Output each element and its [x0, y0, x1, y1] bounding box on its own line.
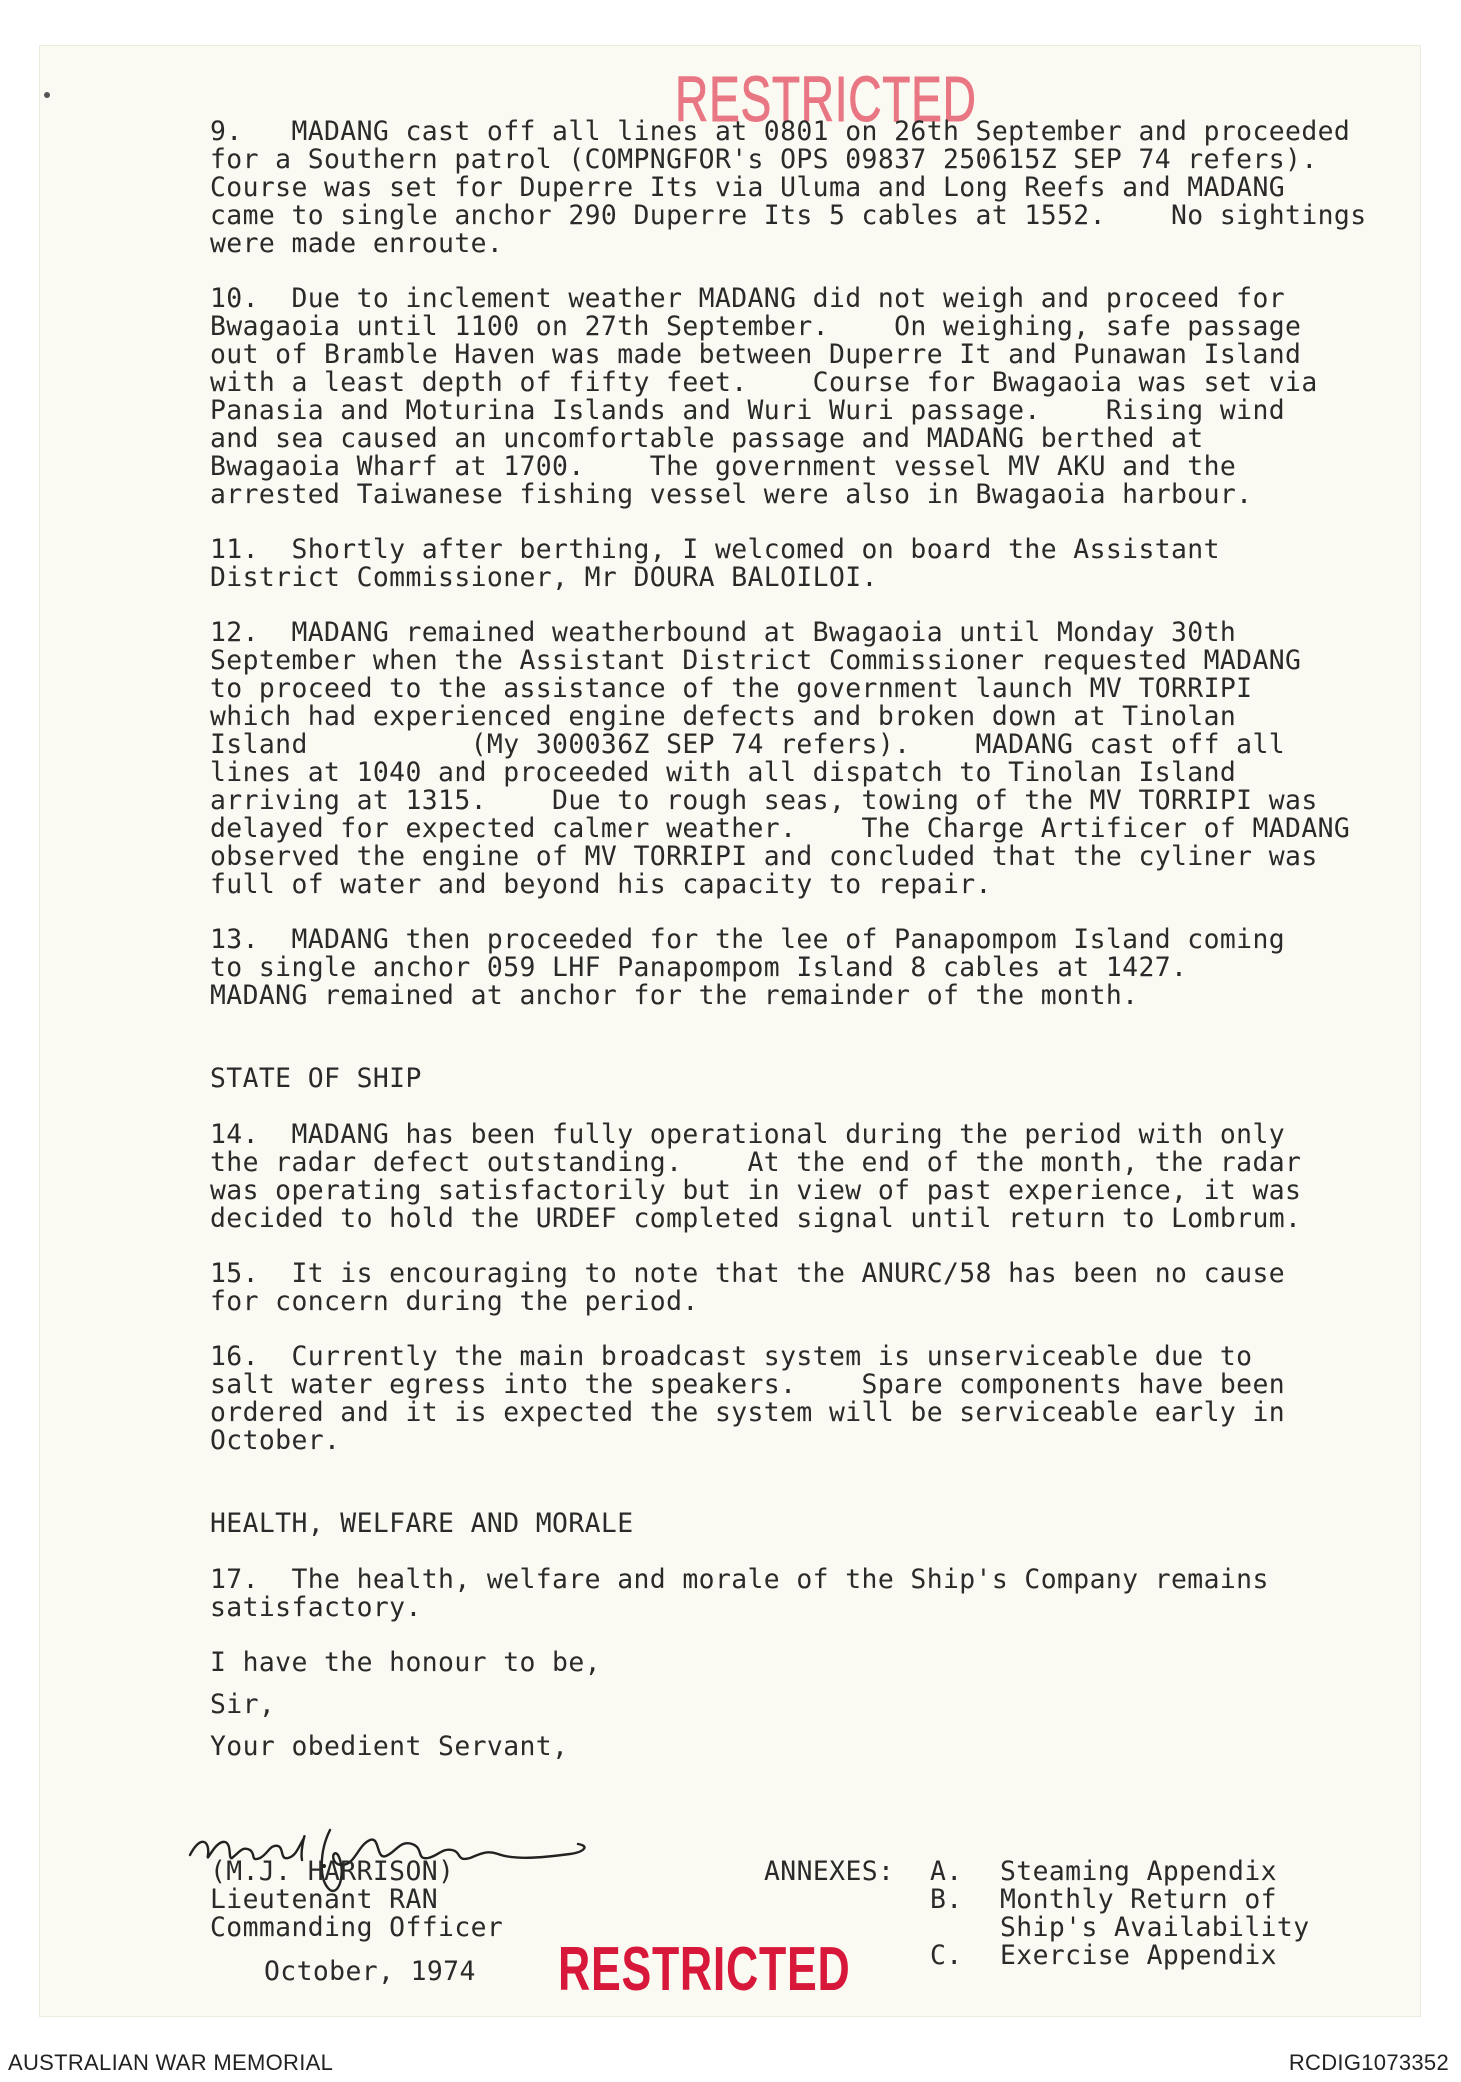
paragraph-9: 9. MADANG cast off all lines at 0801 on 26th September and proceeded for a Southern patrol (COMPNGFOR's OPS 09837 250615Z SEP 74 refers). Course was set for Duperre Its via Uluma and Long Reefs and MADANG came to single anchor 290 Duperre Its 5 cables at 1552. No sightings were made enroute.: [210, 116, 1367, 259]
signatory-name: (M.J. HARRISON): [210, 1856, 455, 1887]
paragraph-11: 11. Shortly after berthing, I welcomed on board the Assistant District Commissioner, Mr DOURA BALOILOI.: [210, 534, 1220, 593]
annex-letter: [930, 1914, 1000, 1942]
annex-letter: B.: [930, 1884, 963, 1915]
closing-servant: Your obedient Servant,: [210, 1731, 569, 1762]
annex-text: Steaming Appendix: [1000, 1856, 1277, 1887]
health-heading: HEALTH, WELFARE AND MORALE: [210, 1508, 634, 1539]
restricted-stamp-top: RESTRICTED: [675, 63, 977, 135]
letter-body: [210, 118, 1410, 1775]
annex-item: [930, 1914, 1309, 1942]
state-of-ship-heading: STATE OF SHIP: [210, 1063, 422, 1094]
signature-block: [210, 1858, 503, 1942]
paragraph-16: 16. Currently the main broadcast system is unserviceable due to salt water egress into the speakers. Spare components have been ordered and it is expected the system will be serviceable early in October.: [210, 1341, 1286, 1456]
paragraph-14: 14. MADANG has been fully operational during the period with only the radar defect outstanding. At the end of the month, the radar was operating satisfactorily but in view of past experience, it was decided to hold the URDEF completed signal until return to Lombrum.: [210, 1119, 1302, 1234]
annexes-list: [930, 1858, 1309, 1970]
paragraph-10: 10. Due to inclement weather MADANG did not weigh and proceed for Bwagaoia until 1100 on 27th September. On weighing, safe passage out of Bramble Haven was made between Duperre It and Punawan Island with a least depth of fifty feet. Course for Bwagaoia was set via Panasia and Moturina Islands and Wuri Wuri passage. Rising wind and sea caused an uncomfortable passage and MADANG berthed at Bwagaoia Wharf at 1700. The government vessel MV AKU and the arrested Taiwanese fishing vessel were also in Bwagaoia harbour.: [210, 283, 1318, 510]
restricted-stamp-bottom: RESTRICTED: [558, 1935, 851, 2004]
closing-sir: Sir,: [210, 1689, 276, 1720]
paragraph-12: 12. MADANG remained weatherbound at Bwagaoia until Monday 30th September when the Assistant District Commissioner requested MADANG to proceed to the assistance of the government launch MV TORRIPI which had experienced engine defects and broken down at Tinolan Island (My 300036Z SEP 74 refers). MADANG cast off all lines at 1040 and proceeded with all dispatch to Tinolan Island arriving at 1315. Due to rough seas, towing of the MV TORRIPI was delayed for expected calmer weather. The Charge Artificer of MADANG observed the engine of MV TORRIPI and concluded that the cyliner was full of water and beyond his capacity to repair.: [210, 617, 1351, 900]
archive-footer-right: RCDIG1073352: [1288, 2050, 1449, 2075]
closing-honour: I have the honour to be,: [210, 1647, 601, 1678]
paragraph-17: 17. The health, welfare and morale of the Ship's Company remains satisfactory.: [210, 1564, 1269, 1623]
letter-date: October, 1974: [264, 1956, 476, 1987]
annex-text: Monthly Return of: [1000, 1884, 1277, 1915]
annex-item: [930, 1886, 1309, 1914]
paragraph-15: 15. It is encouraging to note that the ANURC/58 has been no cause for concern during the period.: [210, 1258, 1286, 1317]
annex-text: Exercise Appendix: [1000, 1940, 1277, 1971]
archive-footer-left: AUSTRALIAN WAR MEMORIAL: [8, 2050, 334, 2075]
signatory-rank: Lieutenant RAN: [210, 1884, 439, 1915]
signatory-role: Commanding Officer: [210, 1912, 504, 1943]
punch-mark: [44, 92, 50, 98]
annex-letter: C.: [930, 1940, 963, 1971]
annex-item: [930, 1858, 1309, 1886]
annexes-label: ANNEXES:: [764, 1856, 895, 1887]
annex-item: [930, 1942, 1309, 1970]
annex-text: Ship's Availability: [1000, 1912, 1310, 1943]
paragraph-13: 13. MADANG then proceeded for the lee of Panapompom Island coming to single anchor 059 LHF Panapompom Island 8 cables at 1427. MADANG remained at anchor for the remainder of the month.: [210, 924, 1286, 1011]
annex-letter: A.: [930, 1856, 963, 1887]
